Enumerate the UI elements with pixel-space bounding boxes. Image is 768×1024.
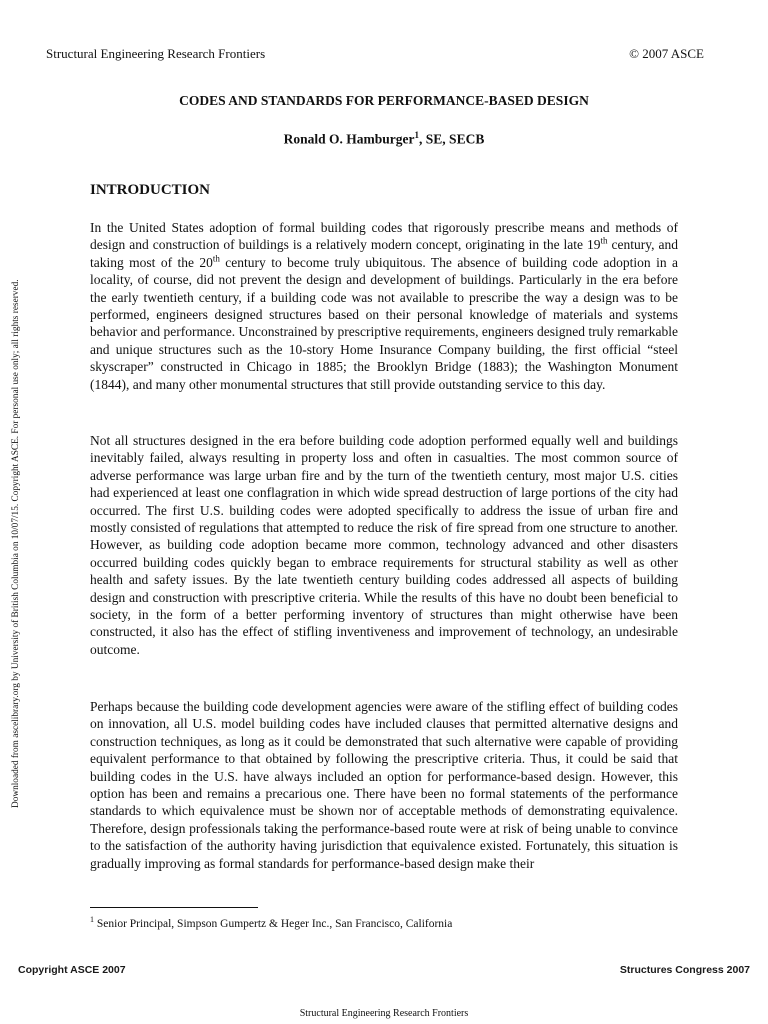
footer-copyright: Copyright ASCE 2007	[18, 964, 126, 976]
author-name: Ronald O. Hamburger	[283, 131, 415, 147]
paragraph-1-part-b: century, and taking most of the 20	[90, 237, 678, 270]
running-header-right: © 2007 ASCE	[629, 46, 704, 61]
paragraph-3-text: Perhaps because the building code development agencies were aware of the stifling effect of building codes on innovation, all U.S. model building codes have included clauses that permitted alternative designs and construction techniques, as long as it could be demonstrated that such alternative were capable of providing equivalent performance to that obtained by following the prescriptive criteria. Thus, it could be said that building codes in the U.S. have always included an option for performance-based design. However, this option has been and remains a precarious one. There have been no formal statements of the performance standards to which equivalence must be shown nor of acceptable methods of demonstrating equivalence. Therefore, design professionals taking the performance-based route were at risk of being unable to convince to the satisfaction of the authority having jurisdiction that equivalence existed. Fortunately, this situation is gradually improving as formal standards for performance-based design make their	[90, 699, 678, 871]
paragraph-1-part-a: In the United States adoption of formal building codes that rigorously prescribe means and methods of design and construction of buildings is a relatively modern concept, originating in the late 19	[90, 220, 678, 253]
running-header-left: Structural Engineering Research Frontiers	[46, 46, 266, 61]
paragraph-1-part-c: century to become truly ubiquitous. The absence of building code adoption in a locality, of course, did not prevent the design and development of buildings. Particularly in the era before the early twentieth century, if a building code was not available to prescribe the way a design was to be performed, engineers designed structures based on their personal knowledge of materials and systems behavior and performance. Unconstrained by prescriptive requirements, engineers designed truly remarkable and unique structures such as the 10-story Home Insurance Company building, the first official “steel skyscraper” constructed in Chicago in 1885; the Brooklyn Bridge (1883); the Washington Monument (1844), and many other monumental structures that still provide outstanding service to this day.	[90, 254, 678, 392]
author-line	[0, 130, 768, 148]
section-heading: INTRODUCTION	[90, 182, 211, 198]
footer-proceedings-title: Structural Engineering Research Frontiers	[299, 1008, 469, 1019]
author-credentials: , SE, SECB	[419, 131, 485, 147]
footnote	[90, 915, 452, 930]
author-footnote-marker: 1	[414, 130, 420, 140]
ordinal-suffix: th	[600, 235, 608, 246]
body-paragraph-2	[90, 432, 678, 658]
paragraph-2-text: Not all structures designed in the era before building code adoption performed equally well and buildings inevitably failed, always resulting in property loss and often in casualties. The most common source of adverse performance was large urban fire and by the turn of the twentieth century, most major U.S. cities had experienced at least one conflagration in which wide spread destruction of large portions of the city had occurred. The first U.S. building codes were adopted specifically to address the issue of urban fire and mostly consisted of regulations that attempted to reduce the risk of fire spread from one structure to another. However, as building code adoption became more common, technology advanced and other disasters occurred building codes quickly began to embrace requirements for structural stability as well as other health and safety issues. By the late twentieth century building codes addressed all aspects of building design and construction with prescriptive criteria. While the results of this have no doubt been beneficial to society, in the form of a better performing inventory of structures than might otherwise have been constructed, it also has the effect of stifling inventiveness and improvement of technology, an undesirable outcome.	[90, 433, 678, 657]
paper-title: CODES AND STANDARDS FOR PERFORMANCE-BASED DESIGN	[179, 93, 589, 108]
download-notice	[9, 216, 23, 808]
body-paragraph-3	[90, 698, 678, 872]
footnote-text: Senior Principal, Simpson Gumpertz & Heger Inc., San Francisco, California	[94, 917, 453, 930]
footer-conference: Structures Congress 2007	[619, 964, 750, 976]
download-notice-text: Downloaded from ascelibrary.org by University of British Columbia on 10/07/15. Copyright ASCE. For personal use only; all rights reserved.	[11, 279, 21, 808]
body-paragraph-1	[90, 219, 678, 393]
ordinal-suffix: th	[212, 253, 220, 264]
footnote-marker: 1	[90, 915, 94, 924]
footnote-rule	[90, 907, 258, 908]
